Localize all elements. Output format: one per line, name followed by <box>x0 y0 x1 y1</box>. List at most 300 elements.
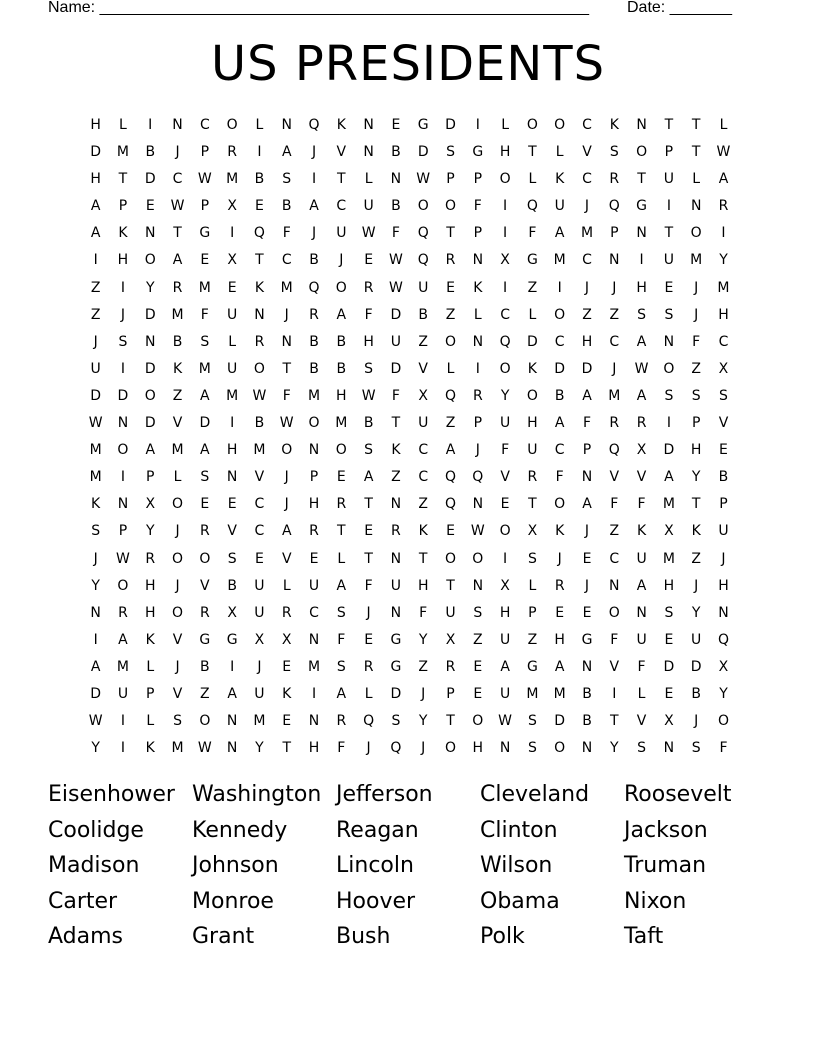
grid-letter: S <box>336 604 346 621</box>
grid-letter: U <box>390 333 402 350</box>
grid-letter: M <box>662 496 675 513</box>
grid-letter: V <box>636 713 647 730</box>
grid-letter: O <box>253 360 265 377</box>
grid-letter: O <box>117 442 129 459</box>
grid-letter: H <box>499 604 511 621</box>
grid-letter: J <box>421 740 426 757</box>
grid-letter: U <box>499 685 511 702</box>
grid-letter: Q <box>472 469 484 486</box>
grid-letter: J <box>694 713 699 730</box>
grid-letter: K <box>118 225 128 242</box>
grid-letter: Q <box>308 117 320 133</box>
grid-letter: I <box>666 198 671 215</box>
grid-letter: W <box>716 144 731 161</box>
grid-letter: J <box>175 144 180 161</box>
grid-letter: A <box>554 415 565 432</box>
grid-letter: N <box>663 740 675 757</box>
grid-letter: K <box>527 360 537 377</box>
grid-letter: S <box>91 523 101 540</box>
grid-letter: L <box>528 577 537 594</box>
grid-letter: K <box>691 523 701 540</box>
grid-letter: M <box>198 360 211 377</box>
grid-letter: A <box>118 631 128 648</box>
grid-letter: A <box>336 306 347 323</box>
grid-letter: T <box>446 577 455 594</box>
grid-letter: I <box>148 117 153 133</box>
grid-letter: S <box>200 469 210 486</box>
grid-letter: L <box>692 171 701 188</box>
grid-letter: M <box>307 658 321 675</box>
name-field-line: Name: _______________________________________________________ <box>48 0 589 16</box>
grid-letter: J <box>284 306 289 323</box>
grid-letter: H <box>117 252 129 269</box>
grid-letter: A <box>145 442 156 459</box>
grid-letter: P <box>146 469 155 486</box>
grid-letter: J <box>311 225 317 242</box>
grid-letter: N <box>226 740 238 757</box>
grid-letter: I <box>503 550 508 567</box>
grid-letter: N <box>636 117 647 133</box>
word-bank-item: Lincoln <box>336 853 414 879</box>
grid-letter: Z <box>445 415 456 432</box>
grid-letter: T <box>418 550 428 567</box>
word-bank-item: Eisenhower <box>48 782 175 807</box>
word-bank-item: Bush <box>336 924 391 950</box>
grid-letter: O <box>444 550 457 567</box>
grid-letter: M <box>198 279 211 296</box>
grid-letter: B <box>309 360 319 377</box>
grid-letter: D <box>90 685 102 702</box>
grid-letter: F <box>200 306 209 323</box>
grid-letter: A <box>554 225 565 242</box>
grid-letter: C <box>254 523 265 540</box>
grid-letter: N <box>581 469 593 486</box>
grid-letter: I <box>503 279 508 296</box>
grid-letter: T <box>118 171 128 188</box>
grid-letter: B <box>254 171 265 188</box>
grid-letter: N <box>145 225 156 242</box>
grid-letter: A <box>500 658 510 675</box>
grid-letter: R <box>472 387 483 404</box>
grid-letter: Z <box>172 387 183 404</box>
grid-letter: A <box>582 387 592 404</box>
grid-letter: D <box>581 360 593 377</box>
grid-letter: M <box>226 171 239 188</box>
grid-letter: M <box>580 225 594 242</box>
grid-letter: S <box>691 740 701 757</box>
grid-letter: C <box>336 198 347 215</box>
grid-letter: Q <box>308 279 320 296</box>
grid-letter: O <box>281 442 293 459</box>
grid-letter: S <box>446 144 455 161</box>
grid-letter: W <box>197 171 212 188</box>
grid-letter: X <box>500 252 510 269</box>
grid-letter: R <box>363 279 374 296</box>
grid-letter: B <box>391 198 401 215</box>
grid-letter: N <box>390 496 402 513</box>
grid-letter: I <box>230 658 235 675</box>
grid-letter: S <box>719 387 728 404</box>
grid-letter: N <box>472 577 484 594</box>
grid-letter: Q <box>499 333 511 350</box>
grid-letter: T <box>364 496 373 513</box>
grid-letter: N <box>472 252 484 269</box>
word-bank-item: Carter <box>48 888 118 914</box>
grid-letter: C <box>582 252 592 269</box>
grid-letter: R <box>145 550 156 567</box>
grid-letter: N <box>117 496 129 513</box>
grid-letter: T <box>664 225 674 242</box>
grid-letter: J <box>175 658 180 675</box>
grid-letter: E <box>391 117 401 133</box>
grid-letter: G <box>581 631 593 648</box>
grid-letter: Y <box>719 685 728 702</box>
grid-letter: Q <box>390 740 402 757</box>
grid-letter: O <box>499 523 511 540</box>
grid-letter: U <box>527 442 538 459</box>
date-field-line: Date: _______ <box>627 0 732 16</box>
grid-letter: P <box>664 144 674 161</box>
grid-letter: F <box>582 415 592 432</box>
grid-letter: E <box>282 658 292 675</box>
grid-letter: T <box>528 496 537 513</box>
grid-letter: D <box>390 685 402 702</box>
grid-letter: F <box>364 306 373 323</box>
grid-letter: J <box>93 333 98 350</box>
grid-letter: E <box>364 631 374 648</box>
grid-letter: S <box>200 333 210 350</box>
grid-letter: S <box>664 387 674 404</box>
grid-letter: C <box>554 442 565 459</box>
grid-letter: L <box>719 117 728 133</box>
grid-letter: D <box>117 387 129 404</box>
grid-letter: C <box>609 550 620 567</box>
grid-letter: Q <box>417 252 429 269</box>
grid-letter: Q <box>444 387 457 404</box>
grid-letter: L <box>146 658 155 675</box>
grid-letter: M <box>253 442 266 459</box>
grid-letter: X <box>254 631 265 648</box>
grid-letter: O <box>335 442 347 459</box>
grid-letter: N <box>718 604 729 621</box>
grid-letter: S <box>364 442 374 459</box>
grid-letter: N <box>636 604 647 621</box>
grid-letter: J <box>421 685 426 702</box>
grid-letter: C <box>199 117 210 133</box>
grid-letter: A <box>445 442 456 459</box>
grid-letter: N <box>308 713 320 730</box>
grid-letter: W <box>634 360 649 377</box>
grid-letter: I <box>311 171 317 188</box>
grid-letter: G <box>417 117 429 133</box>
grid-letter: X <box>636 442 647 459</box>
grid-letter: J <box>257 658 262 675</box>
grid-letter: H <box>308 496 320 513</box>
grid-letter: Y <box>691 604 701 621</box>
grid-letter: K <box>636 523 647 540</box>
grid-letter: N <box>581 740 593 757</box>
grid-letter: S <box>527 740 537 757</box>
grid-letter: M <box>89 442 102 459</box>
grid-letter: U <box>336 225 347 242</box>
grid-letter: U <box>117 685 129 702</box>
grid-letter: J <box>584 279 590 296</box>
grid-letter: D <box>554 713 566 730</box>
grid-letter: H <box>690 442 702 459</box>
grid-letter: R <box>172 279 183 296</box>
grid-letter: A <box>336 577 347 594</box>
grid-letter: B <box>227 577 237 594</box>
grid-letter: W <box>361 225 376 242</box>
grid-letter: P <box>528 604 537 621</box>
grid-letter: J <box>475 442 480 459</box>
grid-letter: A <box>90 658 101 675</box>
grid-letter: P <box>200 144 210 161</box>
word-bank-item: Hoover <box>336 888 416 914</box>
grid-letter: H <box>554 631 565 648</box>
grid-letter: R <box>336 713 347 730</box>
grid-letter: Q <box>717 631 729 648</box>
grid-letter: B <box>172 333 183 350</box>
grid-letter: B <box>418 306 429 323</box>
grid-letter: I <box>120 713 126 730</box>
grid-letter: B <box>254 415 265 432</box>
grid-letter: Y <box>500 387 510 404</box>
grid-letter: Y <box>610 740 619 757</box>
grid-letter: I <box>503 198 508 215</box>
grid-letter: G <box>472 144 484 161</box>
grid-letter: I <box>93 252 98 269</box>
grid-letter: X <box>500 577 510 594</box>
grid-letter: P <box>146 685 155 702</box>
grid-letter: D <box>663 658 675 675</box>
grid-letter: P <box>446 685 455 702</box>
grid-letter: R <box>391 523 401 540</box>
grid-letter: N <box>172 117 183 133</box>
grid-letter: D <box>554 360 566 377</box>
grid-letter: Y <box>91 740 100 757</box>
grid-letter: A <box>636 333 647 350</box>
grid-letter: V <box>200 577 210 594</box>
grid-letter: R <box>636 415 647 432</box>
grid-letter: M <box>116 144 129 161</box>
grid-letter: H <box>663 577 675 594</box>
grid-letter: W <box>416 171 431 188</box>
grid-letter: Q <box>444 469 457 486</box>
grid-letter: Q <box>608 198 620 215</box>
grid-letter: N <box>90 604 101 621</box>
grid-letter: H <box>472 740 484 757</box>
grid-letter: U <box>636 631 647 648</box>
grid-letter: D <box>144 171 156 188</box>
grid-letter: H <box>363 333 374 350</box>
word-bank-item: Polk <box>480 924 525 950</box>
grid-letter: I <box>311 685 317 702</box>
grid-letter: C <box>582 171 592 188</box>
grid-letter: O <box>172 496 184 513</box>
grid-letter: T <box>391 415 401 432</box>
grid-letter: T <box>255 252 264 269</box>
grid-letter: X <box>418 387 428 404</box>
grid-letter: X <box>227 198 237 215</box>
grid-letter: O <box>172 604 184 621</box>
grid-letter: P <box>610 225 619 242</box>
grid-letter: U <box>663 252 674 269</box>
grid-letter: B <box>718 469 729 486</box>
word-bank-item: Wilson <box>480 853 553 879</box>
grid-letter: J <box>175 523 180 540</box>
grid-letter: M <box>307 387 321 404</box>
grid-letter: N <box>472 496 484 513</box>
grid-letter: N <box>390 604 402 621</box>
grid-letter: B <box>391 144 401 161</box>
grid-letter: V <box>609 469 620 486</box>
grid-letter: D <box>144 306 156 323</box>
grid-letter: V <box>172 415 183 432</box>
grid-letter: X <box>718 360 729 377</box>
grid-letter: W <box>116 550 130 567</box>
grid-letter: C <box>609 333 620 350</box>
grid-letter: E <box>227 496 237 513</box>
grid-letter: A <box>90 225 101 242</box>
grid-letter: X <box>718 658 729 675</box>
grid-letter: I <box>120 740 126 757</box>
grid-letter: C <box>582 117 592 133</box>
grid-letter: D <box>445 117 456 133</box>
grid-letter: R <box>309 523 319 540</box>
grid-letter: H <box>499 144 511 161</box>
grid-letter: Q <box>253 225 265 242</box>
grid-letter: M <box>335 415 348 432</box>
grid-letter: A <box>336 685 347 702</box>
grid-letter: N <box>363 117 374 133</box>
grid-letter: B <box>582 713 592 730</box>
grid-letter: B <box>554 387 565 404</box>
grid-letter: J <box>612 360 617 377</box>
grid-letter: D <box>417 144 429 161</box>
grid-letter: P <box>473 415 483 432</box>
grid-letter: O <box>499 171 511 188</box>
grid-letter: O <box>308 415 320 432</box>
grid-letter: F <box>391 387 400 404</box>
grid-letter: N <box>117 415 129 432</box>
grid-letter: N <box>390 171 402 188</box>
grid-letter: U <box>227 306 238 323</box>
grid-letter: Z <box>527 279 538 296</box>
grid-letter: E <box>255 198 264 215</box>
grid-letter: G <box>526 252 538 269</box>
grid-letter: J <box>366 740 371 757</box>
grid-letter: C <box>718 333 729 350</box>
grid-letter: T <box>691 117 701 133</box>
grid-letter: G <box>390 631 402 648</box>
grid-letter: O <box>172 550 184 567</box>
grid-letter: F <box>637 658 646 675</box>
grid-letter: O <box>144 387 156 404</box>
grid-letter: Z <box>445 306 456 323</box>
grid-letter: J <box>311 144 317 161</box>
grid-letter: M <box>280 279 293 296</box>
grid-letter: M <box>553 685 566 702</box>
grid-letter: S <box>527 550 537 567</box>
grid-letter: E <box>145 198 155 215</box>
grid-letter: M <box>608 387 621 404</box>
grid-letter: M <box>171 442 184 459</box>
grid-letter: J <box>584 577 590 594</box>
grid-letter: C <box>281 252 292 269</box>
grid-letter: N <box>281 333 292 350</box>
grid-letter: P <box>446 171 455 188</box>
grid-letter: J <box>584 198 590 215</box>
grid-letter: N <box>254 306 265 323</box>
grid-letter: S <box>527 713 537 730</box>
grid-letter: Y <box>418 713 428 730</box>
grid-letter: D <box>663 442 675 459</box>
grid-letter: U <box>718 523 729 540</box>
grid-letter: R <box>609 415 620 432</box>
grid-letter: M <box>690 252 703 269</box>
grid-letter: O <box>554 740 566 757</box>
grid-letter: O <box>526 117 538 133</box>
grid-letter: P <box>473 171 483 188</box>
grid-letter: E <box>309 550 319 567</box>
grid-letter: M <box>662 550 675 567</box>
grid-letter: E <box>664 685 674 702</box>
grid-letter: S <box>336 658 346 675</box>
word-bank-item: Kennedy <box>192 817 288 843</box>
grid-letter: N <box>145 333 156 350</box>
grid-letter: L <box>173 469 182 486</box>
grid-letter: H <box>336 387 347 404</box>
grid-letter: L <box>528 171 537 188</box>
grid-letter: L <box>364 685 373 702</box>
grid-letter: U <box>499 631 511 648</box>
grid-letter: U <box>90 360 101 377</box>
grid-letter: L <box>146 713 155 730</box>
grid-letter: O <box>417 198 429 215</box>
grid-letter: Y <box>719 252 728 269</box>
grid-letter: V <box>636 469 647 486</box>
word-bank-item: Roosevelt <box>624 782 732 807</box>
grid-letter: H <box>90 171 101 188</box>
grid-letter: X <box>227 252 237 269</box>
grid-letter: G <box>636 198 648 215</box>
grid-letter: O <box>444 740 457 757</box>
grid-letter: P <box>582 442 592 459</box>
grid-letter: E <box>255 550 264 567</box>
grid-letter: S <box>664 604 674 621</box>
grid-letter: J <box>120 306 126 323</box>
grid-letter: X <box>281 631 292 648</box>
grid-letter: N <box>636 225 647 242</box>
word-bank-item: Jackson <box>624 817 708 843</box>
grid-letter: V <box>582 144 592 161</box>
grid-letter: E <box>200 496 210 513</box>
grid-letter: N <box>472 333 484 350</box>
grid-letter: H <box>144 604 156 621</box>
grid-letter: Y <box>91 577 100 594</box>
grid-letter: U <box>691 631 702 648</box>
grid-letter: A <box>227 685 237 702</box>
grid-letter: T <box>337 171 346 188</box>
grid-letter: H <box>308 740 320 757</box>
grid-letter: E <box>282 713 292 730</box>
grid-letter: S <box>173 713 182 730</box>
grid-letter: R <box>336 496 347 513</box>
word-bank-item: Adams <box>48 924 124 950</box>
grid-letter: Y <box>418 631 428 648</box>
grid-letter: F <box>528 225 537 242</box>
